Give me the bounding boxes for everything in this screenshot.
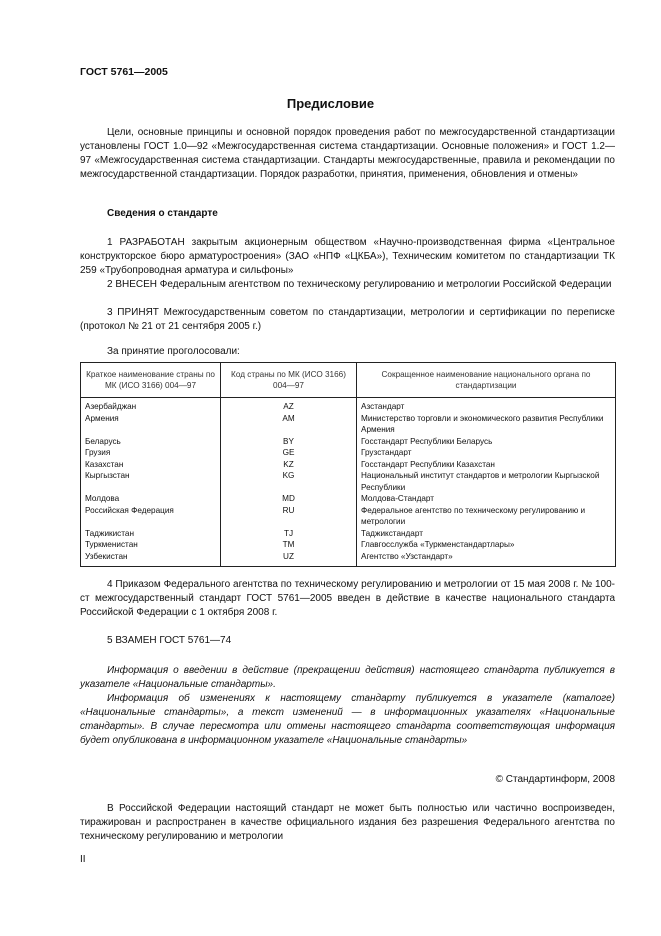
body-cell: Министерство торговли и экономического развития Республики Армения — [357, 413, 616, 436]
column-header-country: Краткое наименование страны по МК (ИСО 3166) 004—97 — [81, 363, 221, 398]
country-cell: Грузия — [81, 447, 221, 459]
code-cell: MD — [221, 493, 357, 505]
code-cell: AM — [221, 413, 357, 436]
body-cell: Федеральное агентство по техническому регулированию и метрологии — [357, 505, 616, 528]
country-cell: Армения — [81, 413, 221, 436]
page-title: Предисловие — [286, 96, 375, 111]
body-cell: Молдова-Стандарт — [357, 493, 616, 505]
country-cell: Узбекистан — [81, 551, 221, 567]
code-cell: TM — [221, 539, 357, 551]
intro-paragraph: Цели, основные принципы и основной порядок проведения работ по межгосударственной стандартизации установлены ГОСТ 1.0—92 «Межгосударственная система стандартизации. Основные положения» и ГОСТ 1.2—97 «Межгосударственная система стандартизации. Стандарты межгосударственные, правила и рекомендации по межгосударственной стандартизации. Порядок разработки, принятия, применения, обновления и отмены» — [80, 127, 615, 180]
code-cell: GE — [221, 447, 357, 459]
table-row — [81, 470, 616, 493]
body-cell: Азстандарт — [357, 398, 616, 413]
column-header-body: Сокращенное наименование национального органа по стандартизации — [357, 363, 616, 398]
country-cell: Азербайджан — [81, 398, 221, 413]
code-cell: BY — [221, 436, 357, 448]
body-cell: Главгосслужба «Туркменстандартлары» — [357, 539, 616, 551]
country-cell: Российская Федерация — [81, 505, 221, 528]
notice-introduction-paragraph: Информация о введении в действие (прекращении действия) настоящего стандарта публикуется в указателе «Национальные стандарты». — [80, 665, 615, 690]
code-cell: AZ — [221, 398, 357, 413]
code-cell: UZ — [221, 551, 357, 567]
table-row — [81, 398, 616, 413]
body-cell: Таджикстандарт — [357, 528, 616, 540]
table-row — [81, 505, 616, 528]
table-row — [81, 447, 616, 459]
body-cell: Агентство «Узстандарт» — [357, 551, 616, 567]
country-cell: Туркменистан — [81, 539, 221, 551]
page-number: II — [80, 854, 86, 865]
table-row — [81, 413, 616, 436]
document-code-header: ГОСТ 5761—2005 — [80, 66, 168, 78]
vote-table — [80, 362, 616, 567]
item-4-paragraph: 4 Приказом Федерального агентства по техническому регулированию и метрологии от 15 мая 2008 г. № 100-ст межгосударственный стандарт ГОСТ 5761—2005 введен в действие в качестве национального стандарта Российской Федерации с 1 октября 2008 г. — [80, 579, 615, 618]
country-cell: Молдова — [81, 493, 221, 505]
vote-caption: За принятие проголосовали: — [107, 346, 240, 357]
item-2-paragraph: 2 ВНЕСЕН Федеральным агентством по техническому регулированию и метрологии Российской Федерации — [107, 279, 612, 290]
body-cell: Госстандарт Республики Беларусь — [357, 436, 616, 448]
table-row — [81, 493, 616, 505]
item-1-paragraph: 1 РАЗРАБОТАН закрытым акционерным обществом «Научно-производственная фирма «Центральное конструкторское бюро арматуростроения» (ЗАО «НПФ «ЦКБА»), Техническим комитетом по стандартизации ТК 259 «Трубопроводная арматура и сильфоны» — [80, 237, 615, 276]
code-cell: KZ — [221, 459, 357, 471]
country-cell: Казахстан — [81, 459, 221, 471]
body-cell: Национальный институт стандартов и метрологии Кыргызской Республики — [357, 470, 616, 493]
country-cell: Таджикистан — [81, 528, 221, 540]
item-3-paragraph: 3 ПРИНЯТ Межгосударственным советом по стандартизации, метрологии и сертификации по переписке (протокол № 21 от 21 сентября 2005 г.) — [80, 307, 615, 332]
vote-table-header-row — [81, 363, 616, 398]
code-cell: RU — [221, 505, 357, 528]
code-cell: KG — [221, 470, 357, 493]
legal-paragraph: В Российской Федерации настоящий стандарт не может быть полностью или частично воспроизведен, тиражирован и распространен в качестве официального издания без разрешения Федерального агентства по техническому регулированию и метрологии — [80, 803, 615, 842]
item-5-paragraph: 5 ВЗАМЕН ГОСТ 5761—74 — [107, 635, 232, 646]
table-row — [81, 459, 616, 471]
code-cell: TJ — [221, 528, 357, 540]
section-heading: Сведения о стандарте — [107, 208, 218, 219]
table-row — [81, 528, 616, 540]
table-row — [81, 436, 616, 448]
column-header-code: Код страны по МК (ИСО 3166) 004—97 — [221, 363, 357, 398]
table-row — [81, 539, 616, 551]
country-cell: Кыргызстан — [81, 470, 221, 493]
body-cell: Грузстандарт — [357, 447, 616, 459]
body-cell: Госстандарт Республики Казахстан — [357, 459, 616, 471]
notice-changes-paragraph: Информация об изменениях к настоящему стандарту публикуется в указателе (каталоге) «Национальные стандарты», а текст изменений — в информационных указателях «Национальные стандарты». В случае пересмотра или отмены настоящего стандарта соответствующая информация будет опубликована в информационном указателе «Национальные стандарты» — [80, 693, 615, 746]
table-row — [81, 551, 616, 567]
country-cell: Беларусь — [81, 436, 221, 448]
copyright-line: © Стандартинформ, 2008 — [495, 774, 615, 785]
